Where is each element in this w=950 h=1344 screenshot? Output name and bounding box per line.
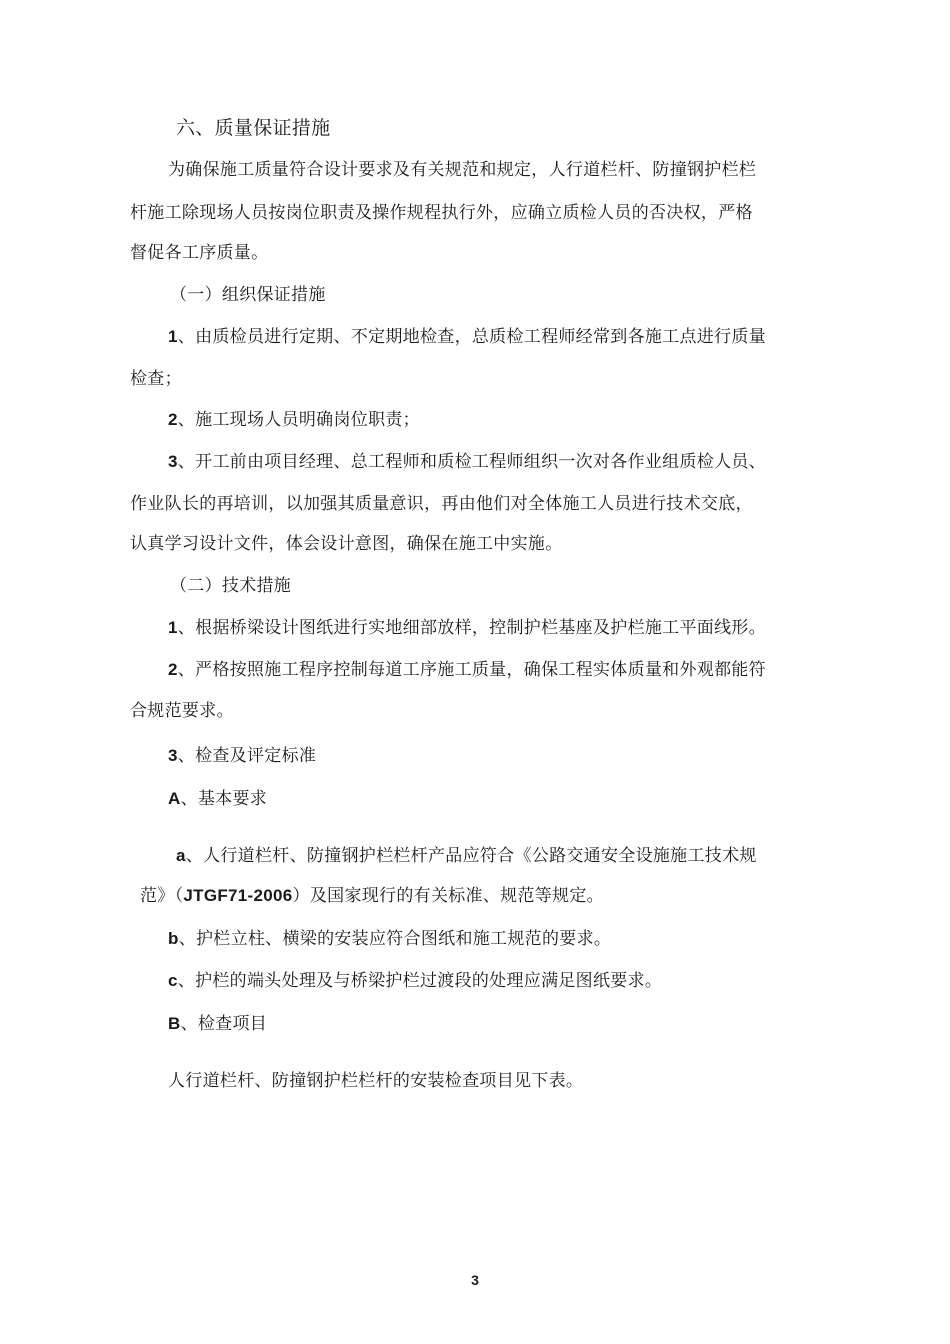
intro-line-2: 杆施工除现场人员按岗位职责及操作规程执行外，应确立质检人员的否决权，严格 — [130, 203, 753, 223]
requirement-b — [168, 928, 611, 950]
tech-item-2 — [168, 659, 766, 681]
tech-item-1 — [168, 617, 766, 639]
tech-item-3 — [168, 745, 316, 767]
item-number: 3 — [168, 746, 178, 765]
check-items-note: 人行道栏杆、防撞钢护栏栏杆的安装检查项目见下表。 — [168, 1071, 584, 1091]
item-text: 、人行道栏杆、防撞钢护栏栏杆产品应符合《公路交通安全设施施工技术规 — [185, 846, 757, 866]
requirement-a — [176, 845, 757, 867]
item-number: 2 — [168, 410, 178, 429]
org-item-1 — [168, 326, 766, 348]
requirement-a-cont — [140, 885, 604, 907]
item-text: 、根据桥梁设计图纸进行实地细部放样，控制护栏基座及护栏施工平面线形。 — [177, 618, 766, 638]
item-text: 、开工前由项目经理、总工程师和质检工程师组织一次对各作业组质检人员、 — [177, 452, 766, 472]
item-text: 、护栏的端头处理及与桥梁护栏过渡段的处理应满足图纸要求。 — [177, 971, 663, 991]
item-text: 、由质检员进行定期、不定期地检查，总质检工程师经常到各施工点进行质量 — [177, 327, 766, 347]
standard-code: JTGF71-2006 — [183, 886, 293, 905]
section-title: 六、质量保证措施 — [176, 117, 331, 139]
text-fragment: ）及国家现行的有关标准、规范等规定。 — [292, 886, 604, 906]
org-item-3-cont-2: 认真学习设计文件，体会设计意图，确保在施工中实施。 — [130, 534, 563, 554]
item-text: 、基本要求 — [180, 789, 268, 809]
intro-line-3: 督促各工序质量。 — [130, 243, 269, 263]
item-number: 1 — [168, 618, 178, 637]
item-text: 、检查及评定标准 — [177, 746, 317, 766]
tech-heading: （二）技术措施 — [170, 576, 292, 596]
item-text: 、护栏立柱、横梁的安装应符合图纸和施工规范的要求。 — [178, 929, 612, 949]
item-text: 、检查项目 — [180, 1014, 268, 1034]
item-label: c — [168, 971, 178, 990]
item-label: a — [176, 846, 186, 865]
org-item-3 — [168, 451, 766, 473]
check-items-heading — [168, 1013, 267, 1035]
basic-requirements-heading — [168, 788, 267, 810]
org-item-2 — [168, 409, 420, 431]
text-fragment: 范》（ — [140, 886, 184, 906]
org-heading: （一）组织保证措施 — [170, 285, 326, 305]
requirement-c — [168, 970, 662, 992]
org-item-1-cont: 检查； — [130, 369, 182, 389]
item-label: B — [168, 1014, 181, 1033]
intro-line-1: 为确保施工质量符合设计要求及有关规范和规定，人行道栏杆、防撞钢护栏栏 — [168, 160, 757, 180]
item-number: 2 — [168, 660, 178, 679]
item-number: 1 — [168, 327, 178, 346]
item-label: A — [168, 789, 181, 808]
item-label: b — [168, 929, 179, 948]
item-text: 、严格按照施工程序控制每道工序施工质量，确保工程实体质量和外观都能符 — [177, 660, 766, 680]
org-item-3-cont-1: 作业队长的再培训，以加强其质量意识，再由他们对全体施工人员进行技术交底， — [130, 494, 753, 514]
item-text: 、施工现场人员明确岗位职责； — [177, 410, 420, 430]
item-number: 3 — [168, 452, 178, 471]
page-number: 3 — [471, 1272, 479, 1288]
tech-item-2-cont: 合规范要求。 — [130, 701, 234, 721]
